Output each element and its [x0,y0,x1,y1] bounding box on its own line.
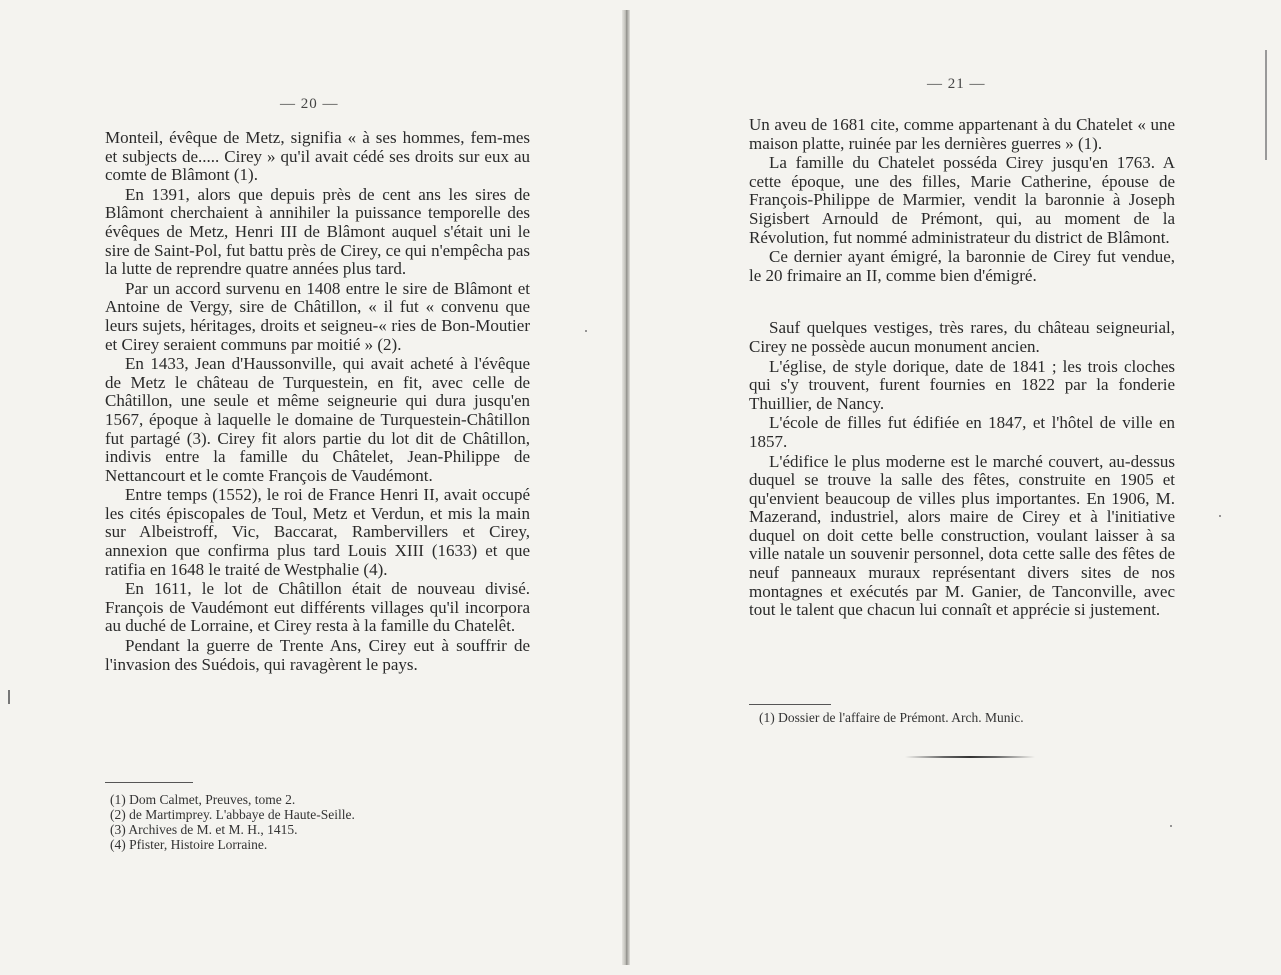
body-text [749,116,1175,620]
footnotes [759,710,1179,725]
footnotes [110,792,510,852]
footnote: (1) Dossier de l'affaire de Prémont. Arch. Munic. [759,710,1024,725]
end-ornament [905,756,1035,758]
paragraph: Sauf quelques vestiges, très rares, du château seigneurial, Cirey ne possède aucun monument ancien. [749,318,1175,356]
footnote: (1) Dom Calmet, Preuves, tome 2. [110,792,296,807]
footnote: (2) de Martimprey. L'abbaye de Haute-Seille. [110,807,355,822]
paragraph: L'école de filles fut édifiée en 1847, et l'hôtel de ville en 1857. [749,413,1175,451]
paragraph: Pendant la guerre de Trente Ans, Cirey eut à souffrir de l'invasion des Suédois, qui ravagèrent le pays. [105,636,530,674]
page-number: — 20 — [280,96,339,112]
footnote-rule [749,704,831,705]
paragraph: En 1611, le lot de Châtillon était de nouveau divisé. François de Vaudémont eut différents villages qu'il incorpora au duché de Lorraine, et Cirey resta à la famille du Chatelêt. [105,579,530,636]
right-page [625,0,1281,975]
paragraph: La famille du Chatelet posséda Cirey jusqu'en 1763. A cette époque, une des filles, Marie Catherine, épouse de François-Philippe de Marmier, vendit la baronnie à Joseph Sigisbert Arnould de Prémont, qui, au moment de la Révolution, fut nommé administrateur du district de Blâmont. [749,153,1175,247]
paragraph: En 1391, alors que depuis près de cent ans les sires de Blâmont cherchaient à annihiler la puissance temporelle des évêques de Metz, Henri III de Blâmont auquel s'était uni le sire de Saint-Pol, fut battu près de Cirey, ce qui n'empêcha pas la lutte de reprendre quatre années plus tard. [105,184,530,279]
paragraph: Un aveu de 1681 cite, comme appartenant à du Chatelet « une maison platte, ruinée par les dernières guerres » (1). [749,115,1175,153]
paragraph: En 1433, Jean d'Haussonville, qui avait acheté à l'évêque de Metz le château de Turquestein, en fit, avec celle de Châtillon, une seule et même seigneurie qui dura jusqu'en 1567, époque à laquelle le domaine de Turquestein-Châtillon fut partagé (3). Cirey fit alors partie du lot dit de Châtillon, indivis entre la famille du Châtelet, Jean-Philippe de Nettancourt et le comte François de Vaudémont. [105,354,530,485]
paragraph: L'église, de style dorique, date de 1841 ; les trois cloches qui s'y trouvent, furent fournies en 1822 par la fonderie Thuillier, de Nancy. [749,356,1175,413]
footnote: (4) Pfister, Histoire Lorraine. [110,837,268,852]
left-page [0,0,625,975]
paragraph: Ce dernier ayant émigré, la baronnie de Cirey fut vendue, le 20 frimaire an II, comme bien d'émigré. [749,247,1175,285]
page-mark [1170,825,1172,827]
page-edge [1265,50,1267,160]
footnote: (3) Archives de M. et M. H., 1415. [110,822,298,837]
paragraph: L'édifice le plus moderne est le marché couvert, au-dessus duquel se trouve la salle des fêtes, construite en 1905 et qu'envient beaucoup de villes plus importantes. En 1906, M. Mazerand, industriel, alors maire de Cirey et à l'initiative duquel on doit cette belle construction, voulant laisser à sa ville natale un souvenir personnel, dota cette salle des fêtes de neuf panneaux muraux représentant divers sites de nos montagnes et exécutés par M. Ganier, de Tanconville, avec tout le talent que chacun lui connaît et apprécie si justement. [749,451,1175,620]
page-mark [1219,515,1221,517]
page-mark [585,330,587,332]
body-text [105,129,530,674]
paragraph: Monteil, évêque de Metz, signifia « à ses hommes, fem-mes et subjects de..... Cirey » qu'il avait cédé ses droits sur eux au comte de Blâmont (1). [105,128,530,185]
page-mark [8,690,10,704]
page-number: — 21 — [927,76,986,92]
paragraph: Entre temps (1552), le roi de France Henri II, avait occupé les cités épiscopales de Toul, Metz et Verdun, et mis la main sur Albeistroff, Vic, Baccarat, Rambervillers et Cirey, annexion que confirma plus tard Louis XIII (1633) et que ratifia en 1648 le traité de Westphalie (4). [105,485,530,579]
footnote-rule [105,782,193,783]
paragraph: Par un accord survenu en 1408 entre le sire de Blâmont et Antoine de Vergy, sire de Châtillon, « il fut « convenu que leurs sujets, héritages, droits et seigneu-« ries de Bon-Moutier et Cirey seraient communs par moitié » (2). [105,278,530,354]
